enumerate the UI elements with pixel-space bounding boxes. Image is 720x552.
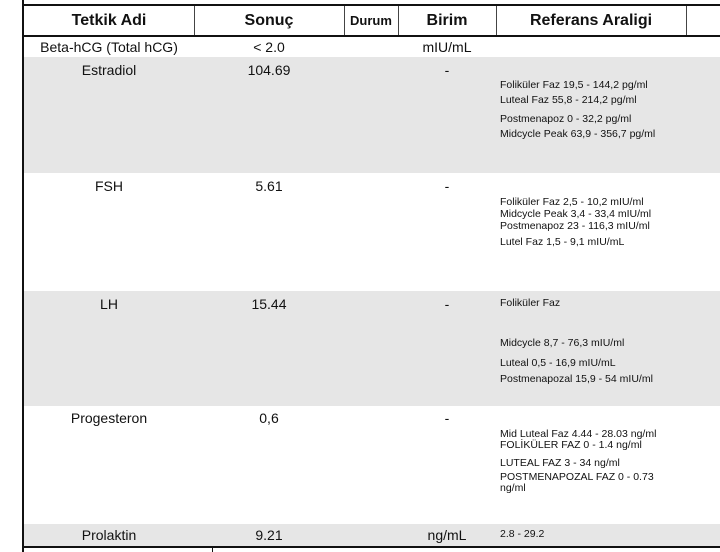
table-row bbox=[24, 57, 720, 173]
reference-line: Midcycle Peak 3,4 - 33,4 mIU/ml bbox=[500, 208, 652, 220]
test-unit: - bbox=[444, 62, 450, 78]
reference-range bbox=[500, 80, 675, 144]
reference-line: Foliküler Faz bbox=[500, 297, 561, 309]
reference-range bbox=[500, 197, 675, 252]
reference-line: Foliküler Faz 2,5 - 10,2 mIU/ml bbox=[500, 196, 644, 208]
reference-line: Postmenapozal 15,9 - 54 mIU/ml bbox=[500, 373, 653, 385]
reference-range bbox=[500, 429, 675, 498]
table-header bbox=[24, 6, 720, 37]
test-name: Estradiol bbox=[81, 62, 137, 78]
table-divider bbox=[212, 546, 213, 552]
test-result: 0,6 bbox=[259, 410, 279, 426]
header-result: Sonuç bbox=[194, 6, 345, 35]
reference-line: Foliküler Faz 19,5 - 144,2 pg/ml bbox=[500, 79, 648, 91]
reference-line: Postmenapoz 0 - 32,2 pg/ml bbox=[500, 113, 632, 125]
reference-line: Midcycle Peak 63,9 - 356,7 pg/ml bbox=[500, 128, 656, 140]
header-status: Durum bbox=[344, 6, 399, 35]
table-row bbox=[24, 524, 720, 546]
header-reference-range: Referans Araligi bbox=[496, 6, 687, 35]
reference-line: POSTMENAPOZAL FAZ 0 - 0.73 ng/ml bbox=[500, 471, 654, 494]
test-result: 104.69 bbox=[247, 62, 291, 78]
test-unit: mIU/mL bbox=[422, 39, 472, 55]
reference-line: LUTEAL FAZ 3 - 34 ng/ml bbox=[500, 457, 620, 469]
test-result: 9.21 bbox=[255, 527, 283, 543]
reference-line: Luteal 0,5 - 16,9 mIU/mL bbox=[500, 357, 616, 369]
test-result: 5.61 bbox=[255, 178, 283, 194]
test-unit: - bbox=[444, 296, 450, 312]
test-name: FSH bbox=[95, 178, 123, 194]
reference-range bbox=[500, 529, 675, 544]
table-row bbox=[24, 173, 720, 291]
table-row bbox=[24, 37, 720, 57]
table-row bbox=[24, 406, 720, 524]
test-result: 15.44 bbox=[251, 296, 287, 312]
test-name: Progesteron bbox=[70, 410, 148, 426]
test-name: Beta-hCG (Total hCG) bbox=[40, 39, 178, 55]
reference-line: Lutel Faz 1,5 - 9,1 mIU/mL bbox=[500, 236, 625, 248]
reference-line: Midcycle 8,7 - 76,3 mIU/ml bbox=[500, 337, 625, 349]
test-unit: - bbox=[444, 178, 450, 194]
reference-line: FOLİKÜLER FAZ 0 - 1.4 ng/ml bbox=[500, 439, 642, 451]
test-name: LH bbox=[100, 296, 118, 312]
reference-line: Postmenapoz 23 - 116,3 mIU/ml bbox=[500, 220, 650, 232]
test-unit: ng/mL bbox=[427, 527, 467, 543]
test-result: < 2.0 bbox=[253, 39, 285, 55]
header-unit: Birim bbox=[398, 6, 497, 35]
header-test-name: Tetkik Adi bbox=[24, 6, 195, 35]
reference-line: Luteal Faz 55,8 - 214,2 pg/ml bbox=[500, 94, 637, 106]
reference-range bbox=[500, 298, 675, 389]
reference-line: 2.8 - 29.2 bbox=[500, 528, 545, 540]
table-row bbox=[24, 291, 720, 406]
table-bottom-border bbox=[22, 546, 720, 548]
test-unit: - bbox=[444, 410, 450, 426]
reference-line: Mid Luteal Faz 4.44 - 28.03 ng/ml bbox=[500, 428, 657, 440]
test-name: Prolaktin bbox=[81, 527, 137, 543]
